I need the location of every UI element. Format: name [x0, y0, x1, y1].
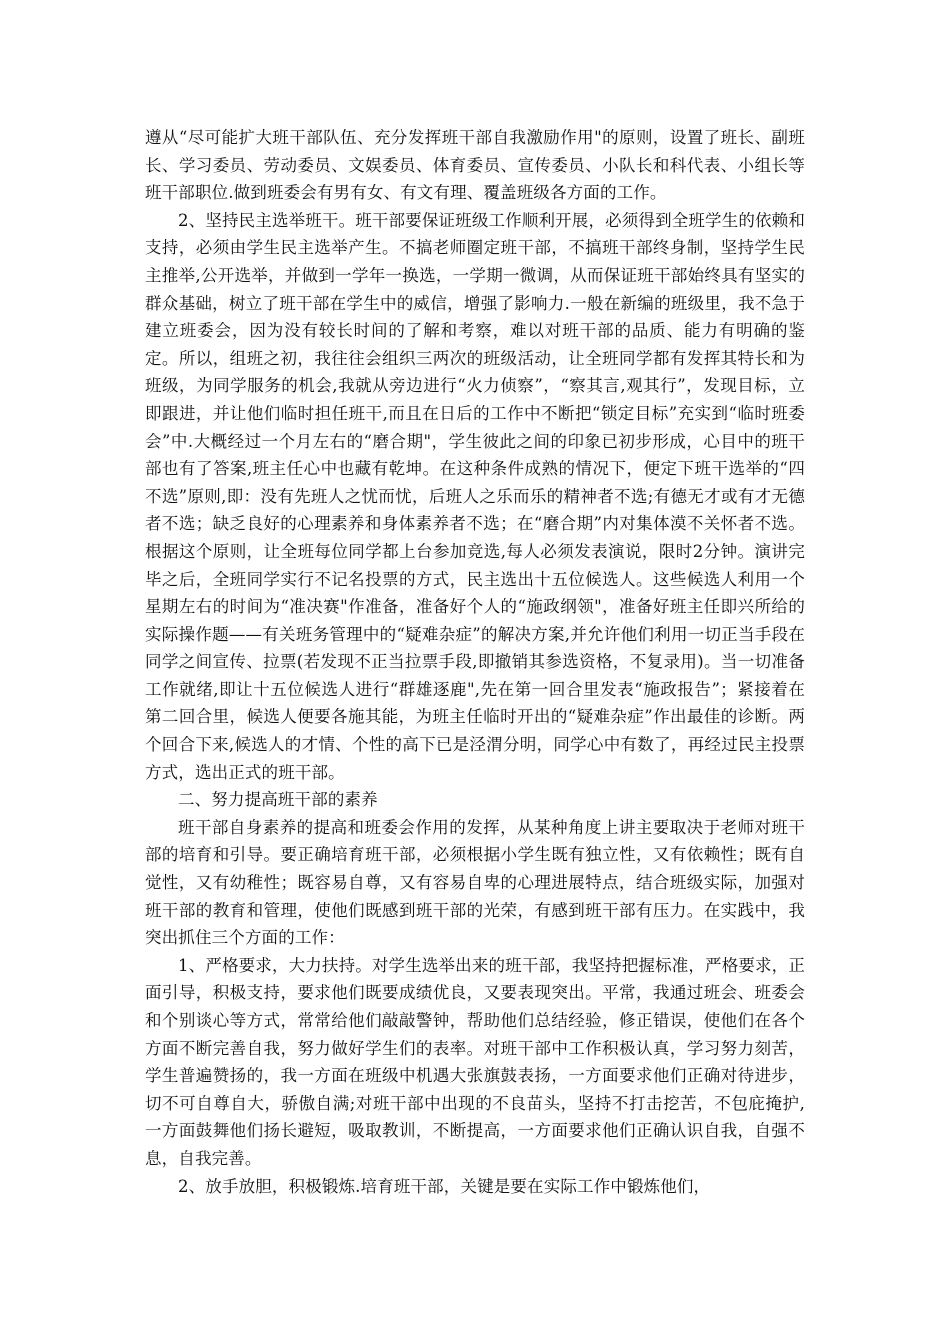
paragraph-intro-continued: 遵从“尽可能扩大班干部队伍、充分发挥班干部自我激励作用"的原则，设置了班长、副班长、学习委员、劳动委员、文娱委员、体育委员、宣传委员、小队长和科代表、小组长等班干部职位.做到班委会有男有女、有文有理、覆盖班级各方面的工作。	[145, 128, 805, 203]
paragraph-democratic-election: 2、坚持民主选举班干。班干部要保证班级工作顺利开展，必须得到全班学生的依赖和支持，必须由学生民主选举产生。不搞老师圈定班干部，不搞班干部终身制，坚持学生民主推举,公开选举，并做到一学年一换选，一学期一微调，从而保证班干部始终具有坚实的群众基础，树立了班干部在学生中的威信，增强了影响力.一般在新编的班级里，我不急于建立班委会，因为没有较长时间的了解和考察，难以对班干部的品质、能力有明确的鉴定。所以，组班之初，我往往会组织三两次的班级活动，让全班同学都有发挥其特长和为班级，为同学服务的机会,我就从旁边进行“火力侦察”，“察其言,观其行”，发现目标，立即跟进，并让他们临时担任班干,而且在日后的工作中不断把“锁定目标”充实到“临时班委会”中.大概经过一个月左右的“磨合期"，学生彼此之间的印象已初步形成，心目中的班干部也有了答案,班主任心中也藏有乾坤。在这种条件成熟的情况下，便定下班干选举的“四不选”原则,即：没有先班人之忧而忧，后班人之乐而乐的精神者不选;有德无才或有才无德者不选；缺乏良好的心理素养和身体素养者不选；在“磨合期”内对集体漠不关怀者不选。根据这个原则，让全班每位同学都上台参加竞选,每人必须发表演说，限时2分钟。演讲完毕之后，全班同学实行不记名投票的方式，民主选出十五位候选人。这些候选人利用一个星期左右的时间为“准决赛"作准备，准备好个人的“施政纲领"，准备好班主任即兴所给的实际操作题——有关班务管理中的“疑难杂症”的解决方案,并允许他们利用一切正当手段在同学之间宣传、拉票(若发现不正当拉票手段,即撤销其参选资格，不复录用)。当一切准备工作就绪,即让十五位候选人进行“群雄逐鹿",先在第一回合里发表“施政报告”；紧接着在第二回合里，候选人便要各施其能，为班主任临时开出的“疑难杂症”作出最佳的诊断。两个回合下来,候选人的才情、个性的高下已是泾渭分明，同学心中有数了，再经过民主投票方式，选出正式的班干部。	[145, 210, 805, 782]
section-heading-improve-quality: 二、努力提高班干部的素养	[178, 790, 378, 810]
paragraph-hands-off-training: 2、放手放胆，积极锻炼.培育班干部，关键是要在实际工作中锻炼他们，	[178, 1176, 711, 1196]
paragraph-strict-requirements: 1、严格要求，大力扶持。对学生选举出来的班干部，我坚持把握标准，严格要求，正面引导，积极支持，要求他们既要成绩优良，又要表现突出。平常，我通过班会、班委会和个别谈心等方式，常常给他们敲敲警钟，帮助他们总结经验，修正错误，使他们在各个方面不断完善自我，努力做好学生们的表率。对班干部中工作积极认真，学习努力刻苦，学生普遍赞扬的，我一方面在班级中机遇大张旗鼓表扬，一方面要求他们正确对待进步，切不可自尊自大，骄傲自满;对班干部中出现的不良苗头，坚持不打击挖苦，不包庇掩护,一方面鼓舞他们扬长避短，吸取教训，不断提高，一方面要求他们正确认识自我，自强不息，自我完善。	[145, 955, 805, 1168]
paragraph-quality-overview: 班干部自身素养的提高和班委会作用的发挥，从某种角度上讲主要取决于老师对班干部的培育和引导。要正确培育班干部，必须根据小学生既有独立性，又有依赖性；既有自觉性，又有幼稚性；既容易自尊，又有容易自卑的心理进展特点，结合班级实际，加强对班干部的教育和管理，使他们既感到班干部的光荣，有感到班干部有压力。在实践中，我突出抓住三个方面的工作：	[145, 817, 805, 948]
document-body	[145, 124, 805, 1200]
